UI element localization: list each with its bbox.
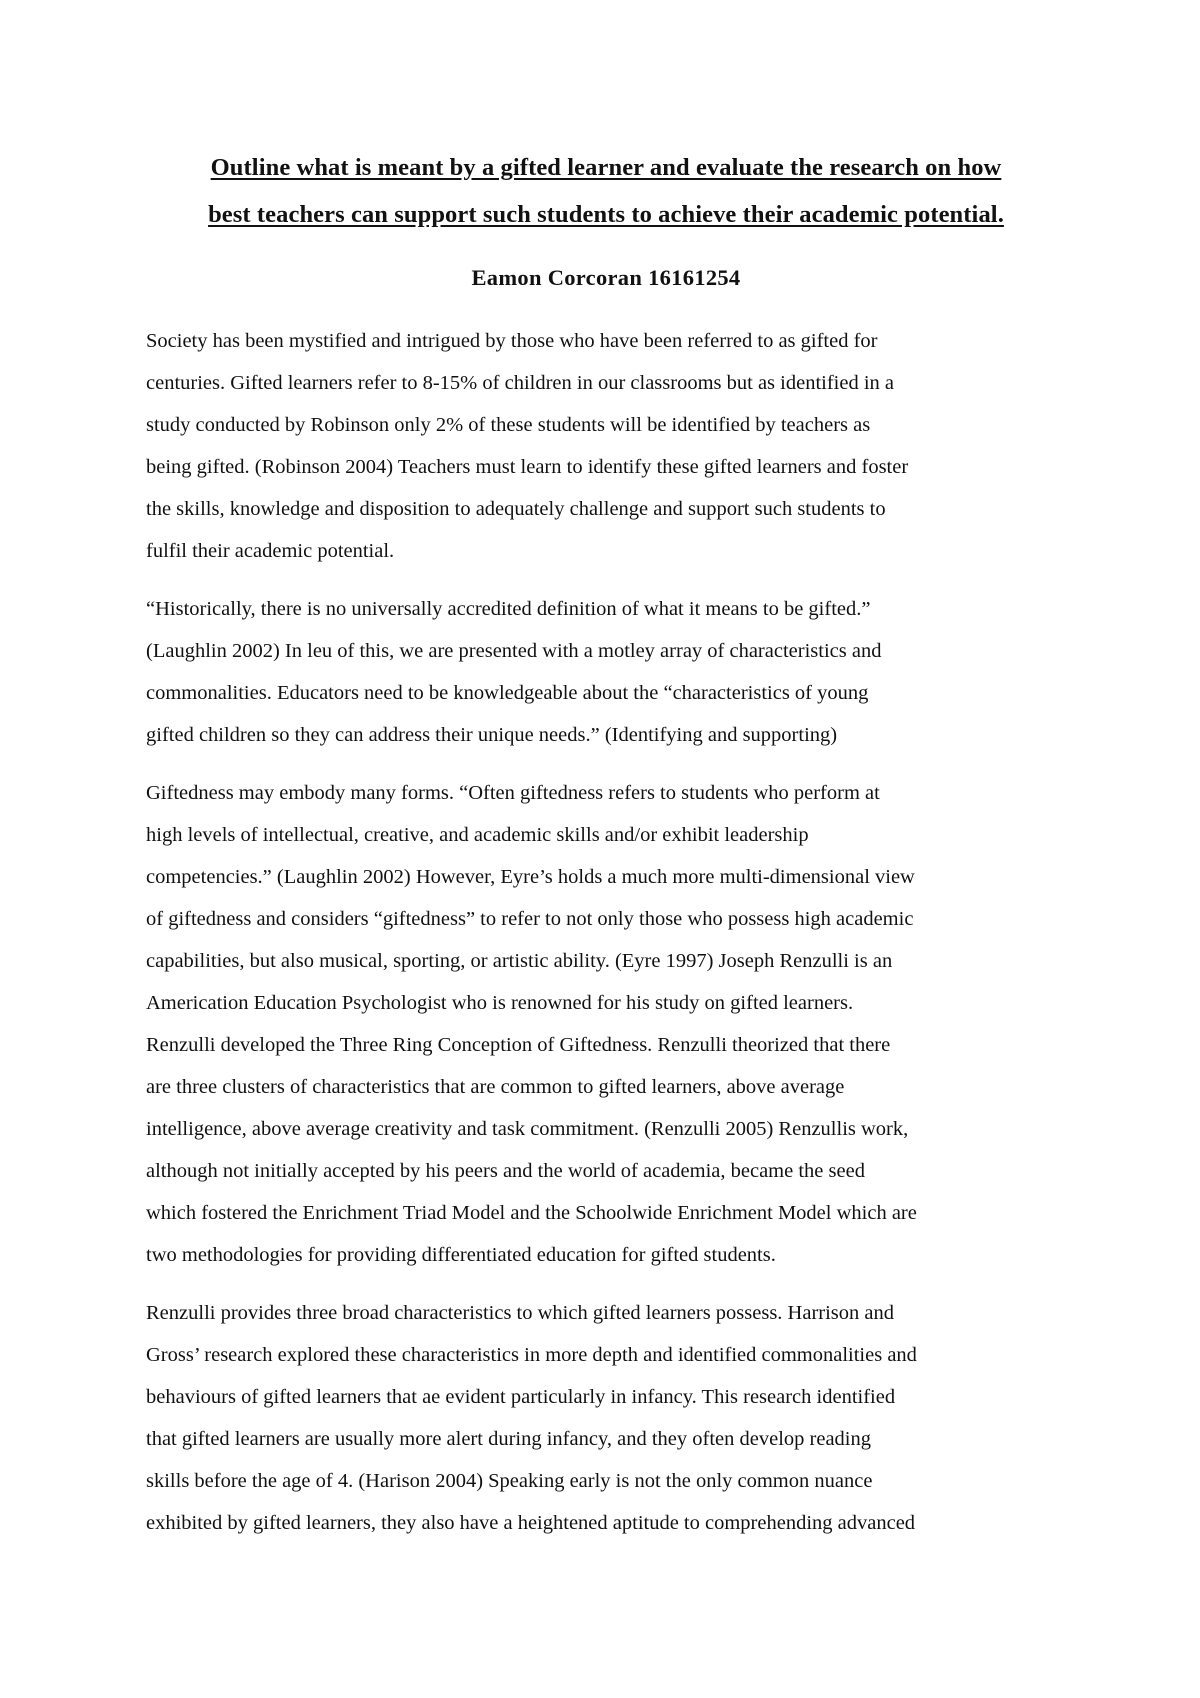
text-line: commonalities. Educators need to be knowledgeable about the “characteristics of young [146,682,869,704]
text-line: capabilities, but also musical, sporting, or artistic ability. (Eyre 1997) Joseph Renzulli is an [146,950,893,972]
text-line: centuries. Gifted learners refer to 8-15% of children in our classrooms but as identified in a [146,372,894,394]
paragraph-1 [146,320,1076,572]
paragraph-4 [146,1292,1076,1544]
text-line: fulfil their academic potential. [146,540,395,562]
title-line: Outline what is meant by a gifted learner and evaluate the research on how [210,154,1002,181]
text-line: of giftedness and considers “giftedness” to refer to not only those who possess high academic [146,908,914,930]
text-line: Renzulli developed the Three Ring Conception of Giftedness. Renzulli theorized that there [146,1034,891,1056]
text-line: behaviours of gifted learners that ae evident particularly in infancy. This research identified [146,1386,896,1408]
paragraph-2 [146,588,1076,756]
paragraph-3 [146,772,1076,1276]
title-line: best teachers can support such students to achieve their academic potential. [208,201,1004,228]
text-line: that gifted learners are usually more alert during infancy, and they often develop reading [146,1428,871,1450]
text-line: Renzulli provides three broad characteristics to which gifted learners possess. Harrison and [146,1302,895,1324]
text-line: two methodologies for providing differentiated education for gifted students. [146,1244,776,1266]
text-line: skills before the age of 4. (Harison 2004) Speaking early is not the only common nuance [146,1470,873,1492]
text-line: exhibited by gifted learners, they also have a heightened aptitude to comprehending advanced [146,1512,916,1534]
text-line: being gifted. (Robinson 2004) Teachers must learn to identify these gifted learners and foster [146,456,909,478]
text-line: Giftedness may embody many forms. “Often giftedness refers to students who perform at [146,782,880,804]
author-line: Eamon Corcoran 16161254 [471,265,741,290]
text-line: intelligence, above average creativity and task commitment. (Renzulli 2005) Renzullis work, [146,1118,909,1140]
text-line: Americation Education Psychologist who is renowned for his study on gifted learners. [146,992,854,1014]
text-line: Society has been mystified and intrigued by those who have been referred to as gifted for [146,330,878,352]
text-line: are three clusters of characteristics that are common to gifted learners, above average [146,1076,845,1098]
text-line: which fostered the Enrichment Triad Model and the Schoolwide Enrichment Model which are [146,1202,917,1224]
text-line: although not initially accepted by his peers and the world of academia, became the seed [146,1160,865,1182]
text-line: high levels of intellectual, creative, and academic skills and/or exhibit leadership [146,824,809,846]
text-line: the skills, knowledge and disposition to adequately challenge and support such students to [146,498,886,520]
essay-title [146,144,1066,238]
text-line: “Historically, there is no universally accredited definition of what it means to be gifted.” [146,598,871,620]
text-line: gifted children so they can address their unique needs.” (Identifying and supporting) [146,724,838,746]
text-line: (Laughlin 2002) In leu of this, we are presented with a motley array of characteristics and [146,640,882,662]
text-line: competencies.” (Laughlin 2002) However, Eyre’s holds a much more multi-dimensional view [146,866,915,888]
text-line: Gross’ research explored these characteristics in more depth and identified commonalities and [146,1344,917,1366]
text-line: study conducted by Robinson only 2% of these students will be identified by teachers as [146,414,871,436]
